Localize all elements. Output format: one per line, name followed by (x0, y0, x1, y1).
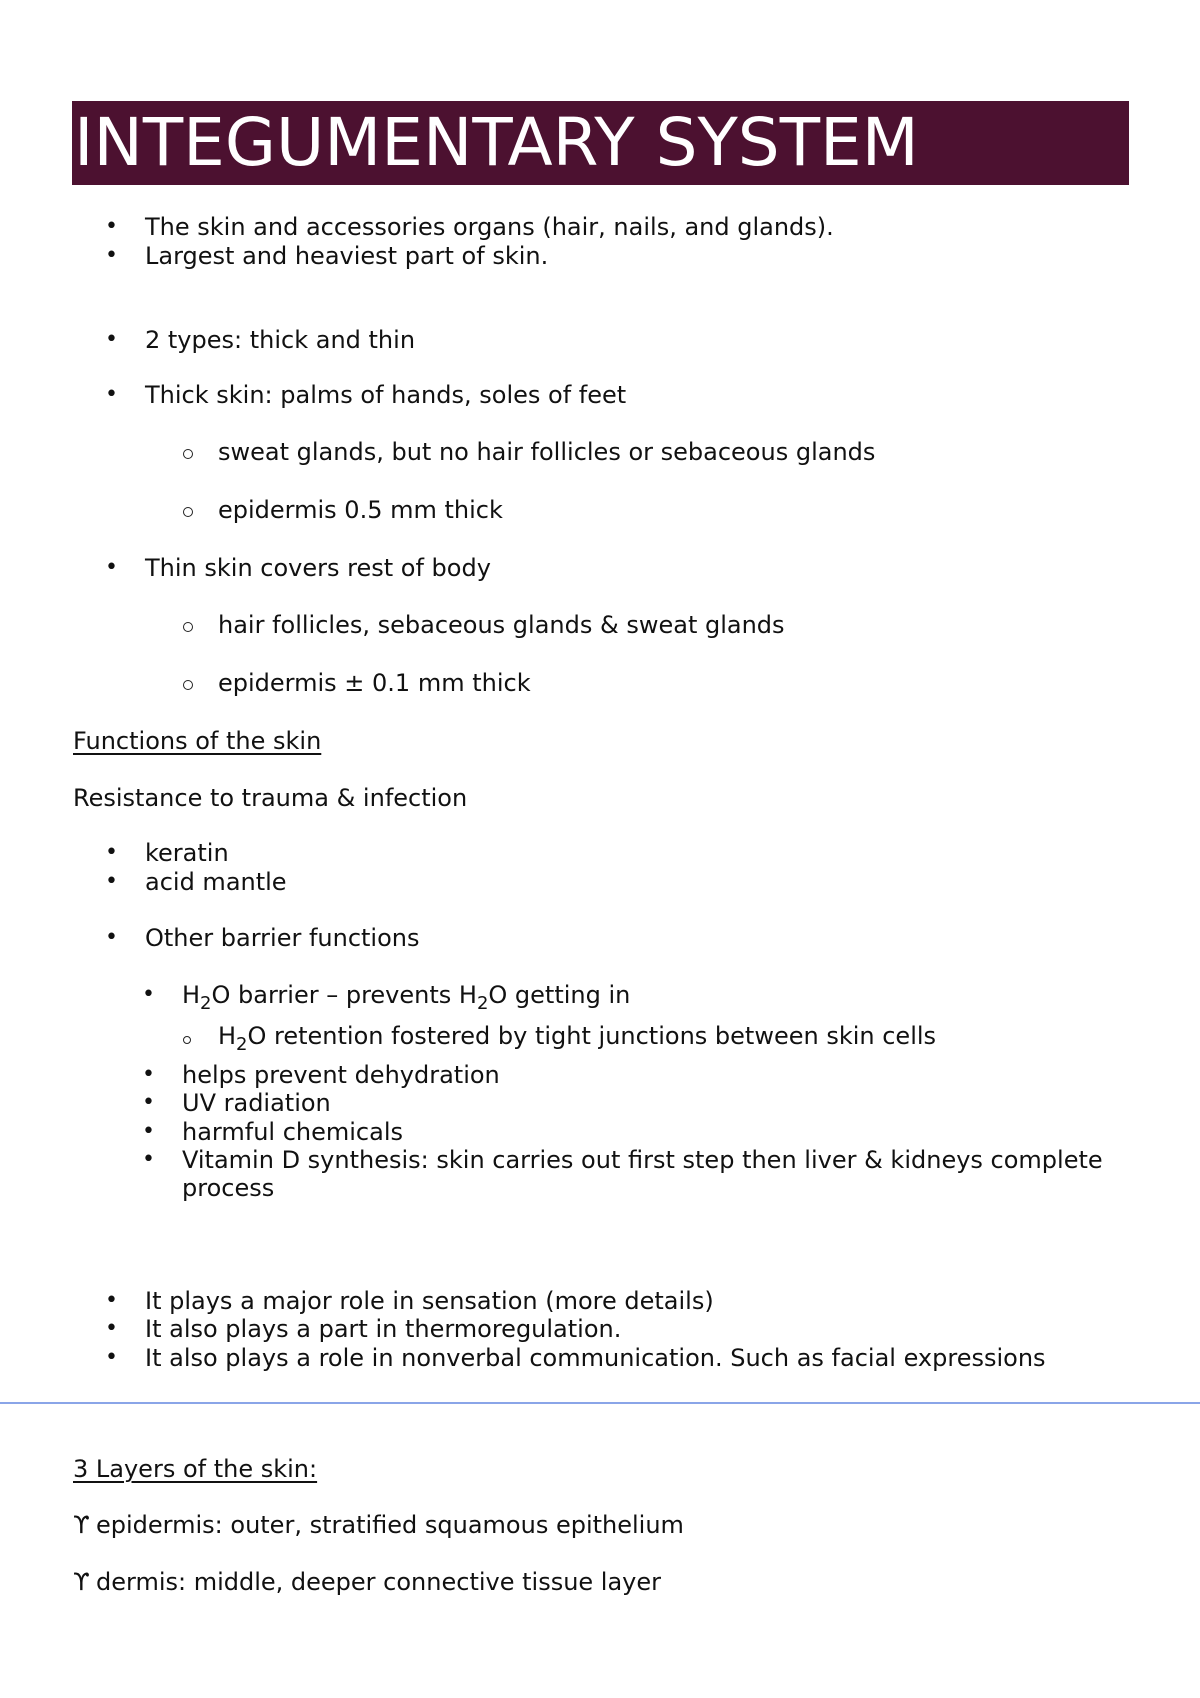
bullet-dot: • (142, 1062, 155, 1087)
resistance-item: acid mantle (145, 868, 287, 896)
intro-item: Largest and heaviest part of skin. (145, 242, 549, 270)
bullet-dot: • (142, 1147, 155, 1172)
h2o-retention-item: $H_2O$ retention fostered by tight junctions between skin cells (218, 1022, 937, 1055)
circle-bullet-icon (183, 507, 193, 517)
circle-bullet-icon (183, 1036, 191, 1044)
bullet-dot: • (142, 982, 155, 1007)
circle-bullet-icon (183, 622, 193, 632)
h2o-barrier-item: $H_2O$ barrier – prevents $H_2O$ getting in (182, 981, 631, 1014)
types-item: 2 types: thick and thin (145, 326, 416, 354)
gamma-marker-icon: ϒ (73, 1511, 90, 1539)
barrier-item: UV radiation (182, 1089, 331, 1117)
bullet-dot: • (105, 382, 118, 407)
bullet-dot: • (105, 555, 118, 580)
bullet-dot: • (105, 327, 118, 352)
thin-skin-subitem: hair follicles, sebaceous glands & sweat glands (218, 611, 785, 639)
bullet-dot: • (105, 840, 118, 865)
bullet-dot: • (142, 1119, 155, 1144)
bullet-dot: • (105, 1288, 118, 1313)
bullet-dot: • (105, 869, 118, 894)
intro-item: The skin and accessories organs (hair, nails, and glands). (145, 213, 834, 241)
role-item: It plays a major role in sensation (more details) (145, 1287, 714, 1315)
section-divider (0, 1402, 1200, 1404)
bullet-dot: • (105, 925, 118, 950)
functions-heading: Functions of the skin (73, 727, 322, 755)
vitamin-d-item: Vitamin D synthesis: skin carries out first step then liver & kidneys complete (182, 1146, 1103, 1174)
barrier-item: helps prevent dehydration (182, 1061, 500, 1089)
bullet-dot: • (105, 1316, 118, 1341)
thin-skin-item: Thin skin covers rest of body (145, 554, 491, 582)
role-item: It also plays a role in nonverbal communication. Such as facial expressions (145, 1344, 1046, 1372)
thick-skin-item: Thick skin: palms of hands, soles of feet (145, 381, 627, 409)
other-barrier-item: Other barrier functions (145, 924, 420, 952)
bullet-dot: • (105, 214, 118, 239)
layer-item: dermis: middle, deeper connective tissue layer (96, 1568, 662, 1596)
thick-skin-subitem: epidermis 0.5 mm thick (218, 496, 503, 524)
title-banner (72, 101, 1129, 185)
barrier-item: harmful chemicals (182, 1118, 403, 1146)
thick-skin-subitem: sweat glands, but no hair follicles or sebaceous glands (218, 438, 876, 466)
resistance-item: keratin (145, 839, 229, 867)
resistance-line: Resistance to trauma & infection (73, 784, 468, 812)
thin-skin-subitem: epidermis ± 0.1 mm thick (218, 669, 531, 697)
role-item: It also plays a part in thermoregulation. (145, 1315, 622, 1343)
bullet-dot: • (142, 1090, 155, 1115)
gamma-marker-icon: ϒ (73, 1568, 90, 1596)
layers-heading: 3 Layers of the skin: (73, 1455, 318, 1483)
page-title: INTEGUMENTARY SYSTEM (74, 104, 919, 181)
layer-item: epidermis: outer, stratified squamous epithelium (96, 1511, 684, 1539)
vitamin-d-continuation: process (182, 1174, 275, 1202)
circle-bullet-icon (183, 680, 193, 690)
bullet-dot: • (105, 243, 118, 268)
circle-bullet-icon (183, 449, 193, 459)
bullet-dot: • (105, 1345, 118, 1370)
